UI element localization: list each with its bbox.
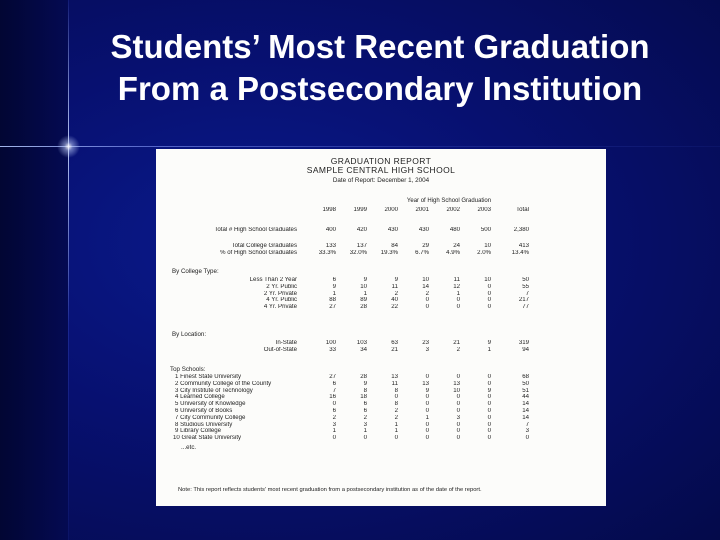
- table-cell: 0: [487, 297, 491, 304]
- row-label: 1 Finest State University: [175, 374, 242, 380]
- table-cell: 0: [425, 428, 429, 435]
- table-cell: 0: [394, 435, 398, 442]
- table-cell: 0: [487, 283, 491, 290]
- table-cell: 0: [425, 374, 429, 380]
- year-header: 1999: [353, 207, 367, 213]
- table-cell: 0: [332, 401, 336, 408]
- table-cell: 29: [422, 243, 429, 249]
- table-row: [156, 374, 529, 381]
- slide-title-line-1: Students’ Most Recent Graduation: [110, 28, 650, 65]
- graduates-total-table: [156, 227, 529, 234]
- table-cell: 40: [391, 297, 398, 304]
- table-cell: 0: [425, 401, 429, 408]
- slide-title-line-2: From a Postsecondary Institution: [117, 70, 643, 107]
- table-cell: 500: [480, 227, 491, 233]
- table-cell: 3: [332, 421, 336, 428]
- table-cell: 9: [332, 283, 336, 290]
- table-cell: 3: [425, 346, 429, 353]
- table-cell: 68: [522, 374, 529, 380]
- report-title: GRADUATION REPORT: [330, 156, 432, 166]
- etc-label: ...etc.: [181, 444, 197, 451]
- table-cell: 0: [487, 414, 491, 421]
- table-cell: 55: [522, 283, 529, 290]
- table-cell: 7: [332, 387, 336, 394]
- table-cell: 2: [332, 414, 336, 421]
- year-header: 2003: [477, 207, 491, 213]
- table-cell: 9: [363, 277, 367, 283]
- year-caption: Year of High School Graduation: [406, 198, 492, 204]
- table-cell: 18: [360, 394, 367, 401]
- table-cell: 34: [360, 346, 367, 353]
- row-label: 4 Learned College: [175, 394, 225, 401]
- horizontal-accent-line: [0, 146, 720, 147]
- table-row: [156, 415, 529, 422]
- table-cell: 21: [453, 340, 460, 346]
- table-cell: 217: [518, 297, 529, 304]
- table-cell: 7: [525, 290, 529, 297]
- row-label: 3 City Institute of Technology: [175, 387, 253, 394]
- row-label: 8 Studious University: [175, 421, 233, 428]
- table-cell: 0: [456, 297, 460, 304]
- college-type-table: [156, 277, 529, 311]
- table-cell: 0: [487, 380, 491, 387]
- table-cell: 413: [518, 243, 529, 249]
- table-cell: 0: [394, 394, 398, 401]
- year-header: 2000: [384, 207, 398, 213]
- table-row: [156, 401, 529, 408]
- table-row: [156, 291, 529, 298]
- table-cell: 10: [484, 277, 491, 283]
- table-cell: 0: [363, 435, 367, 442]
- table-row: [156, 227, 529, 234]
- table-cell: 44: [522, 394, 529, 401]
- row-label: 9 Library College: [175, 428, 222, 435]
- table-row: [156, 250, 529, 257]
- table-cell: 13: [391, 374, 398, 380]
- table-cell: 89: [360, 297, 367, 304]
- table-cell: 3: [363, 421, 367, 428]
- table-cell: 11: [453, 277, 460, 283]
- year-header-total: Total: [516, 207, 529, 213]
- table-cell: 14: [422, 283, 429, 290]
- table-row: [156, 422, 529, 429]
- table-cell: 50: [522, 277, 529, 283]
- table-cell: 0: [456, 435, 460, 442]
- row-label: Total # High School Graduates: [214, 227, 297, 233]
- table-cell: 88: [329, 297, 336, 304]
- table-cell: 12: [453, 283, 460, 290]
- top-schools-table: [156, 374, 529, 442]
- table-cell: 27: [329, 304, 336, 311]
- table-row: [156, 408, 529, 415]
- table-cell: 16: [329, 394, 336, 401]
- table-cell: 33.3%: [318, 249, 336, 256]
- table-cell: 4.9%: [446, 249, 460, 256]
- table-cell: 8: [363, 387, 367, 394]
- table-cell: 6: [363, 407, 367, 414]
- table-cell: 11: [391, 380, 398, 387]
- table-row: [156, 277, 529, 284]
- table-cell: 137: [356, 243, 367, 249]
- row-label: In-State: [275, 340, 297, 346]
- table-cell: 133: [325, 243, 336, 249]
- table-cell: 0: [525, 435, 529, 442]
- table-row: [156, 304, 529, 311]
- table-cell: 1: [425, 414, 429, 421]
- table-row: [156, 394, 529, 401]
- table-row: [156, 340, 529, 347]
- table-cell: 0: [487, 428, 491, 435]
- table-row: [156, 284, 529, 291]
- table-cell: 100: [325, 340, 336, 346]
- row-label: 2 Yr. Private: [263, 290, 297, 297]
- report-header-table: [156, 207, 529, 214]
- table-cell: 14: [522, 414, 529, 421]
- table-cell: 2: [456, 346, 460, 353]
- left-decorative-bar: [0, 0, 68, 540]
- by-college-type-label: By College Type:: [172, 268, 219, 275]
- table-cell: 0: [487, 290, 491, 297]
- by-location-label: By Location:: [172, 331, 207, 338]
- table-cell: 50: [522, 380, 529, 387]
- table-cell: 9: [394, 277, 398, 283]
- table-cell: 1: [456, 290, 460, 297]
- table-cell: 24: [453, 243, 460, 249]
- table-cell: 21: [391, 346, 398, 353]
- table-cell: 3: [525, 428, 529, 435]
- table-cell: 14: [522, 407, 529, 414]
- table-cell: 84: [391, 243, 398, 249]
- table-row: [156, 243, 529, 250]
- table-cell: 1: [394, 428, 398, 435]
- table-cell: 2: [363, 414, 367, 421]
- table-cell: 6: [332, 380, 336, 387]
- table-cell: 7: [525, 421, 529, 428]
- table-cell: 1: [332, 428, 336, 435]
- table-cell: 9: [487, 387, 491, 394]
- row-label: 5 University of Knowledge: [175, 401, 246, 408]
- table-cell: 0: [425, 421, 429, 428]
- table-cell: 0: [425, 304, 429, 311]
- table-cell: 0: [456, 394, 460, 401]
- row-label: 4 Yr. Private: [263, 304, 297, 311]
- row-label: 10 Great State University: [173, 435, 242, 442]
- table-cell: 0: [456, 428, 460, 435]
- graduation-report-image: [156, 149, 606, 506]
- table-cell: 13.4%: [511, 249, 529, 256]
- table-cell: 10: [422, 277, 429, 283]
- table-cell: 1: [394, 421, 398, 428]
- table-row: [156, 428, 529, 435]
- top-schools-label: Top Schools:: [170, 366, 206, 373]
- table-row: [156, 388, 529, 395]
- table-cell: 63: [391, 340, 398, 346]
- table-cell: 6.7%: [415, 249, 429, 256]
- table-cell: 33: [329, 346, 336, 353]
- table-cell: 0: [487, 304, 491, 311]
- table-cell: 23: [422, 340, 429, 346]
- table-cell: 0: [456, 407, 460, 414]
- table-cell: 51: [522, 387, 529, 394]
- table-cell: 3: [456, 414, 460, 421]
- row-label: Total College Graduates: [231, 243, 297, 249]
- table-cell: 28: [360, 304, 367, 311]
- location-table: [156, 340, 529, 354]
- table-cell: 94: [522, 346, 529, 353]
- table-cell: 103: [356, 340, 367, 346]
- table-cell: 6: [363, 401, 367, 408]
- table-cell: 0: [425, 297, 429, 304]
- table-cell: 10: [453, 387, 460, 394]
- table-cell: 1: [363, 290, 367, 297]
- row-label: 6 University of Books: [175, 407, 233, 414]
- table-cell: 2: [394, 414, 398, 421]
- table-cell: 10: [484, 243, 491, 249]
- report-date: Date of Report: December 1, 2004: [332, 177, 430, 184]
- table-cell: 0: [332, 435, 336, 442]
- year-header: 1998: [322, 207, 336, 213]
- year-header-row: [156, 207, 529, 214]
- report-school: SAMPLE CENTRAL HIGH SCHOOL: [306, 165, 456, 175]
- table-cell: 430: [418, 227, 429, 233]
- row-label: 7 City Community College: [175, 414, 246, 421]
- table-cell: 2.0%: [477, 249, 491, 256]
- table-cell: 480: [449, 227, 460, 233]
- table-cell: 400: [325, 227, 336, 233]
- table-cell: 0: [487, 407, 491, 414]
- table-cell: 9: [363, 380, 367, 387]
- table-cell: 2: [394, 407, 398, 414]
- table-cell: 27: [329, 374, 336, 380]
- table-cell: 11: [391, 283, 398, 290]
- table-cell: 32.0%: [349, 249, 367, 256]
- table-cell: 13: [422, 380, 429, 387]
- slide-title: [70, 26, 690, 110]
- table-row: [156, 347, 529, 354]
- year-header: 2002: [446, 207, 460, 213]
- table-cell: 1: [487, 346, 491, 353]
- vertical-accent-line: [68, 0, 69, 540]
- table-cell: 6: [332, 277, 336, 283]
- table-cell: 0: [456, 421, 460, 428]
- college-graduates-table: [156, 243, 529, 257]
- table-cell: 19.3%: [380, 249, 398, 256]
- table-cell: 28: [360, 374, 367, 380]
- table-cell: 0: [487, 401, 491, 408]
- row-label: 4 Yr. Public: [266, 297, 297, 304]
- row-label: Out-of-State: [263, 346, 297, 353]
- table-cell: 0: [487, 394, 491, 401]
- table-cell: 2: [425, 290, 429, 297]
- table-cell: 0: [456, 374, 460, 380]
- row-label: % of High School Graduates: [220, 249, 297, 256]
- table-cell: 6: [332, 407, 336, 414]
- table-cell: 13: [453, 380, 460, 387]
- table-cell: 22: [391, 304, 398, 311]
- row-label: 2 Yr. Public: [266, 283, 297, 290]
- table-row: [156, 381, 529, 388]
- table-cell: 430: [387, 227, 398, 233]
- table-cell: 8: [394, 401, 398, 408]
- table-cell: 0: [456, 304, 460, 311]
- table-cell: 77: [522, 304, 529, 311]
- table-cell: 2: [394, 290, 398, 297]
- table-cell: 319: [518, 340, 529, 346]
- table-cell: 0: [487, 374, 491, 380]
- row-label: 2 Community College of the County: [175, 380, 272, 387]
- row-label: Less Than 2 Year: [249, 277, 297, 283]
- table-cell: 420: [356, 227, 367, 233]
- table-cell: 0: [487, 435, 491, 442]
- sparkle-icon: [57, 135, 80, 158]
- table-cell: 14: [522, 401, 529, 408]
- table-cell: 1: [332, 290, 336, 297]
- table-cell: 0: [456, 401, 460, 408]
- year-header: 2001: [415, 207, 429, 213]
- table-cell: 9: [425, 387, 429, 394]
- table-cell: 0: [425, 407, 429, 414]
- report-note: Note: This report reflects students' most recent graduation from a postsecondary institution as of the date of the report.: [178, 487, 482, 493]
- table-cell: 0: [425, 394, 429, 401]
- table-cell: 10: [360, 283, 367, 290]
- table-row: [156, 297, 529, 304]
- table-cell: 1: [363, 428, 367, 435]
- table-cell: 2,380: [513, 227, 529, 233]
- table-cell: 9: [487, 340, 491, 346]
- table-cell: 0: [487, 421, 491, 428]
- table-cell: 0: [425, 435, 429, 442]
- table-cell: 8: [394, 387, 398, 394]
- table-row: [156, 435, 529, 442]
